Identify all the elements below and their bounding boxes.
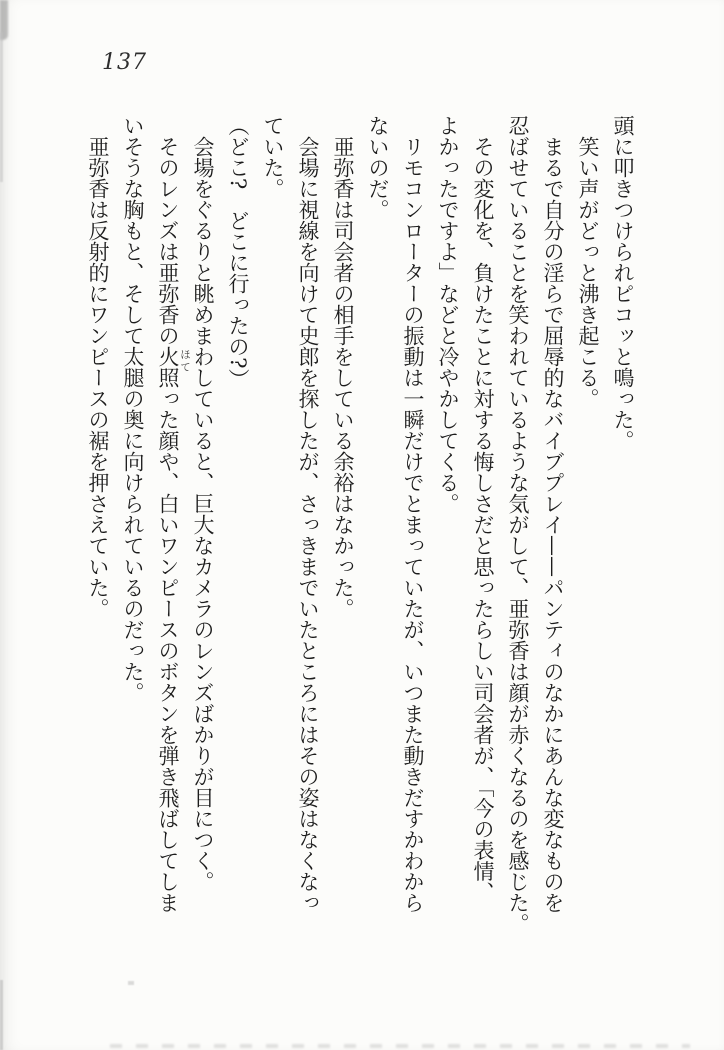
text-column-11: ていた。 (261, 115, 285, 199)
text-column-1: 頭に叩きつけられピコッと鳴った。 (611, 115, 635, 451)
text-column-16: 亜弥香は反射的にワンピースの裾を押さえていた。 (86, 115, 110, 619)
text-column-2: 笑い声がどっと沸き起こる。 (576, 115, 600, 409)
text-column-3: まるで自分の淫らで屈辱的なバイブプレイ——パンティのなかにあんな変なものを (541, 115, 565, 913)
page-number: 137 (102, 50, 147, 75)
scan-artifact (128, 981, 134, 985)
text-column-4: 忍ばせていることを笑われているような気がして、亜弥香は顔が赤くなるのを感じた。 (506, 115, 530, 934)
scan-artifact (0, 32, 3, 182)
text-block (80, 115, 640, 940)
text-column-13: 会場をぐるりと眺めまわしていると、巨大なカメラのレンズばかりが目につく。 (191, 115, 215, 892)
text-column-5: その変化を、負けたことに対する悔しさだと思ったらしい司会者が、「今の表情、 (471, 115, 495, 903)
text-column-8: ないのだ。 (366, 115, 390, 220)
text-column-14: そのレンズは亜弥香の火照った顔や、白いワンピースのボタンを弾き飛ばしてしま (156, 115, 180, 913)
text-column-7: リモコンローターの振動は一瞬だけでとまっていたが、いつまた動きだすかわから (401, 115, 425, 913)
text-column-9: 亜弥香は司会者の相手をしている余裕はなかった。 (331, 115, 355, 619)
text-column-15: いそうな胸もと、そして太腿の奥に向けられているのだった。 (121, 115, 145, 703)
text-column-6: よかったですよ」などと冷やかしてくる。 (436, 115, 460, 514)
furigana-annotation: ほて (179, 349, 191, 374)
text-column-10: 会場に視線を向けて史郎を探したが、さっきまでいたところにはその姿はなくなっ (296, 115, 320, 913)
text-column-12: （どこ? どこに行ったの?） (226, 115, 250, 390)
scan-artifact (110, 1044, 690, 1048)
scan-artifact (0, 980, 3, 1050)
